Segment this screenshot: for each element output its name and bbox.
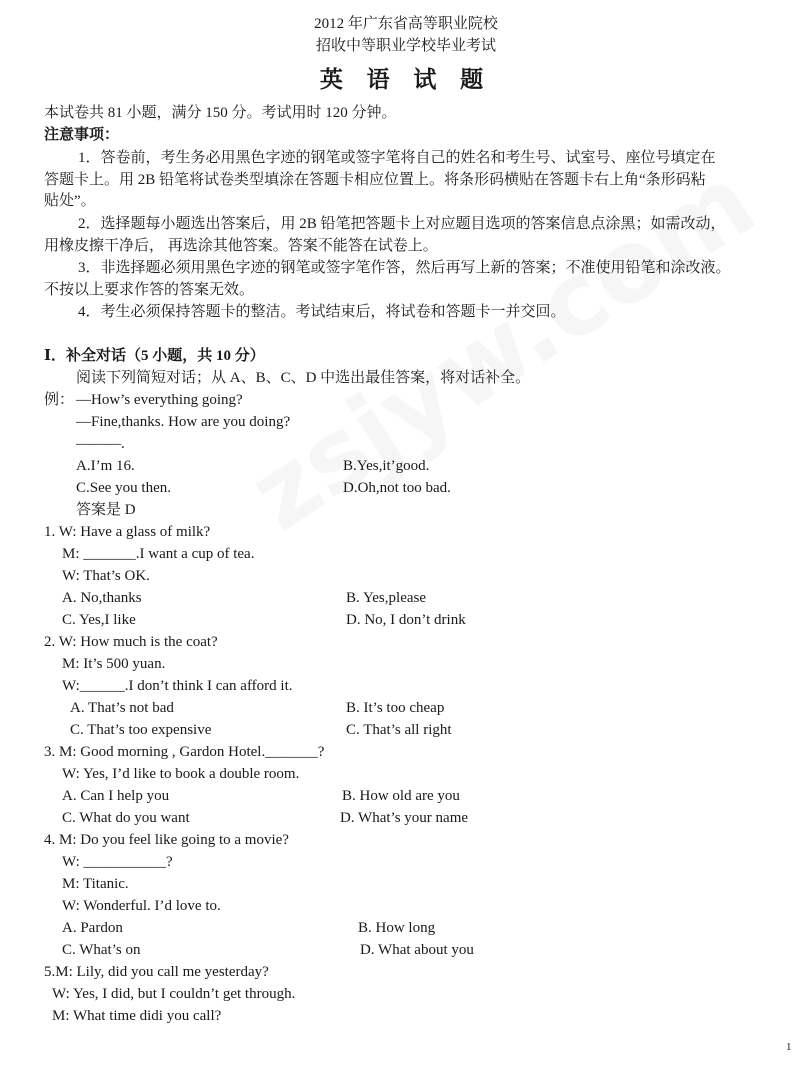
note-line: 4．考生必须保持答题卡的整洁。考试结束后，将试卷和答题卡一并交回。 <box>78 304 566 320</box>
section-heading: Ⅰ．补全对话（5 小题，共 10 分） <box>44 348 265 364</box>
question-line: W: Yes, I did, but I couldn’t get through. <box>52 986 296 1002</box>
question-stem: 2. W: How much is the coat? <box>44 634 218 650</box>
example-option-a: A.I’m 16. <box>76 458 135 474</box>
option-d: D. What about you <box>360 942 474 958</box>
question-stem: 4. M: Do you feel like going to a movie? <box>44 832 289 848</box>
option-c: C. What do you want <box>62 810 190 826</box>
question-stem: 3. M: Good morning , Gardon Hotel._______? <box>44 744 325 760</box>
page-title: 英 语 试 题 <box>319 67 493 92</box>
notes-heading: 注意事项： <box>44 127 120 143</box>
question-line: M: _______.I want a cup of tea. <box>62 546 255 562</box>
option-a: A. No,thanks <box>62 590 142 606</box>
header-line-2: 招收中等职业学校毕业考试 <box>315 38 496 54</box>
note-line: 3．非选择题必须用黑色字迹的钢笔或签字笔作答，然后再写上新的答案；不准使用铅笔和涂改液。 <box>78 260 731 276</box>
exam-intro: 本试卷共 81 小题，满分 150 分。考试用时 120 分钟。 <box>44 105 397 121</box>
question-stem: 1. W: Have a glass of milk? <box>44 524 211 540</box>
option-d: D. No, I don’t drink <box>346 612 466 628</box>
option-b: B. Yes,please <box>346 590 427 606</box>
note-line: 1．答卷前，考生务必用黑色字迹的钢笔或签字笔将自己的姓名和考生号、试室号、座位号填定在 <box>78 150 716 166</box>
note-line: 2．选择题每小题选出答案后，用 2B 铅笔把答题卡上对应题目选项的答案信息点涂黑；如需改动， <box>78 216 726 232</box>
option-b: B. How long <box>358 920 436 936</box>
option-c: C. That’s too expensive <box>70 722 212 738</box>
example-option-b: B.Yes,it’good. <box>343 458 430 474</box>
option-a: A. Can I help you <box>62 788 170 804</box>
example-option-c: C.See you then. <box>76 480 171 496</box>
question-line: W: Wonderful. I’d love to. <box>62 898 221 914</box>
option-a: A. Pardon <box>62 920 123 936</box>
section-instruction: 阅读下列简短对话；从 A、B、C、D 中选出最佳答案，将对话补全。 <box>76 370 531 386</box>
question-line: M: Titanic. <box>62 876 129 892</box>
question-line: W: ___________? <box>62 854 173 870</box>
option-a: A. That’s not bad <box>70 700 174 716</box>
option-d: C. That’s all right <box>346 722 452 738</box>
option-c: C. Yes,I like <box>62 612 136 628</box>
note-line: 不按以上要求作答的答案无效。 <box>44 282 255 298</box>
question-line: W: Yes, I’d like to book a double room. <box>62 766 300 782</box>
page-number: 1 <box>786 1041 792 1053</box>
option-c: C. What’s on <box>62 942 141 958</box>
question-line: M: What time didi you call? <box>52 1008 222 1024</box>
example-line: —Fine,thanks. How are you doing? <box>76 414 291 430</box>
question-stem: 5.M: Lily, did you call me yesterday? <box>44 964 269 980</box>
question-line: M: It’s 500 yuan. <box>62 656 166 672</box>
example-label: 例： <box>44 392 75 408</box>
example-line: ———. <box>76 436 125 452</box>
question-line: W:______.I don’t think I can afford it. <box>62 678 293 694</box>
watermark <box>230 143 775 553</box>
example-line: —How’s everything going? <box>76 392 243 408</box>
example-option-d: D.Oh,not too bad. <box>343 480 451 496</box>
note-line: 贴处”。 <box>44 193 96 209</box>
note-line: 答题卡上。用 2B 铅笔将试卷类型填涂在答题卡相应位置上。将条形码横贴在答题卡右上角“条形码粘 <box>44 172 706 188</box>
note-line: 用橡皮擦干净后， 再选涂其他答案。答案不能答在试卷上。 <box>44 238 438 254</box>
header-line-1: 2012 年广东省高等职业院校 <box>314 16 498 32</box>
question-line: W: That’s OK. <box>62 568 150 584</box>
option-d: D. What’s your name <box>340 810 469 826</box>
option-b: B. It’s too cheap <box>346 700 445 716</box>
option-b: B. How old are you <box>342 788 460 804</box>
example-answer: 答案是 D <box>76 502 136 518</box>
